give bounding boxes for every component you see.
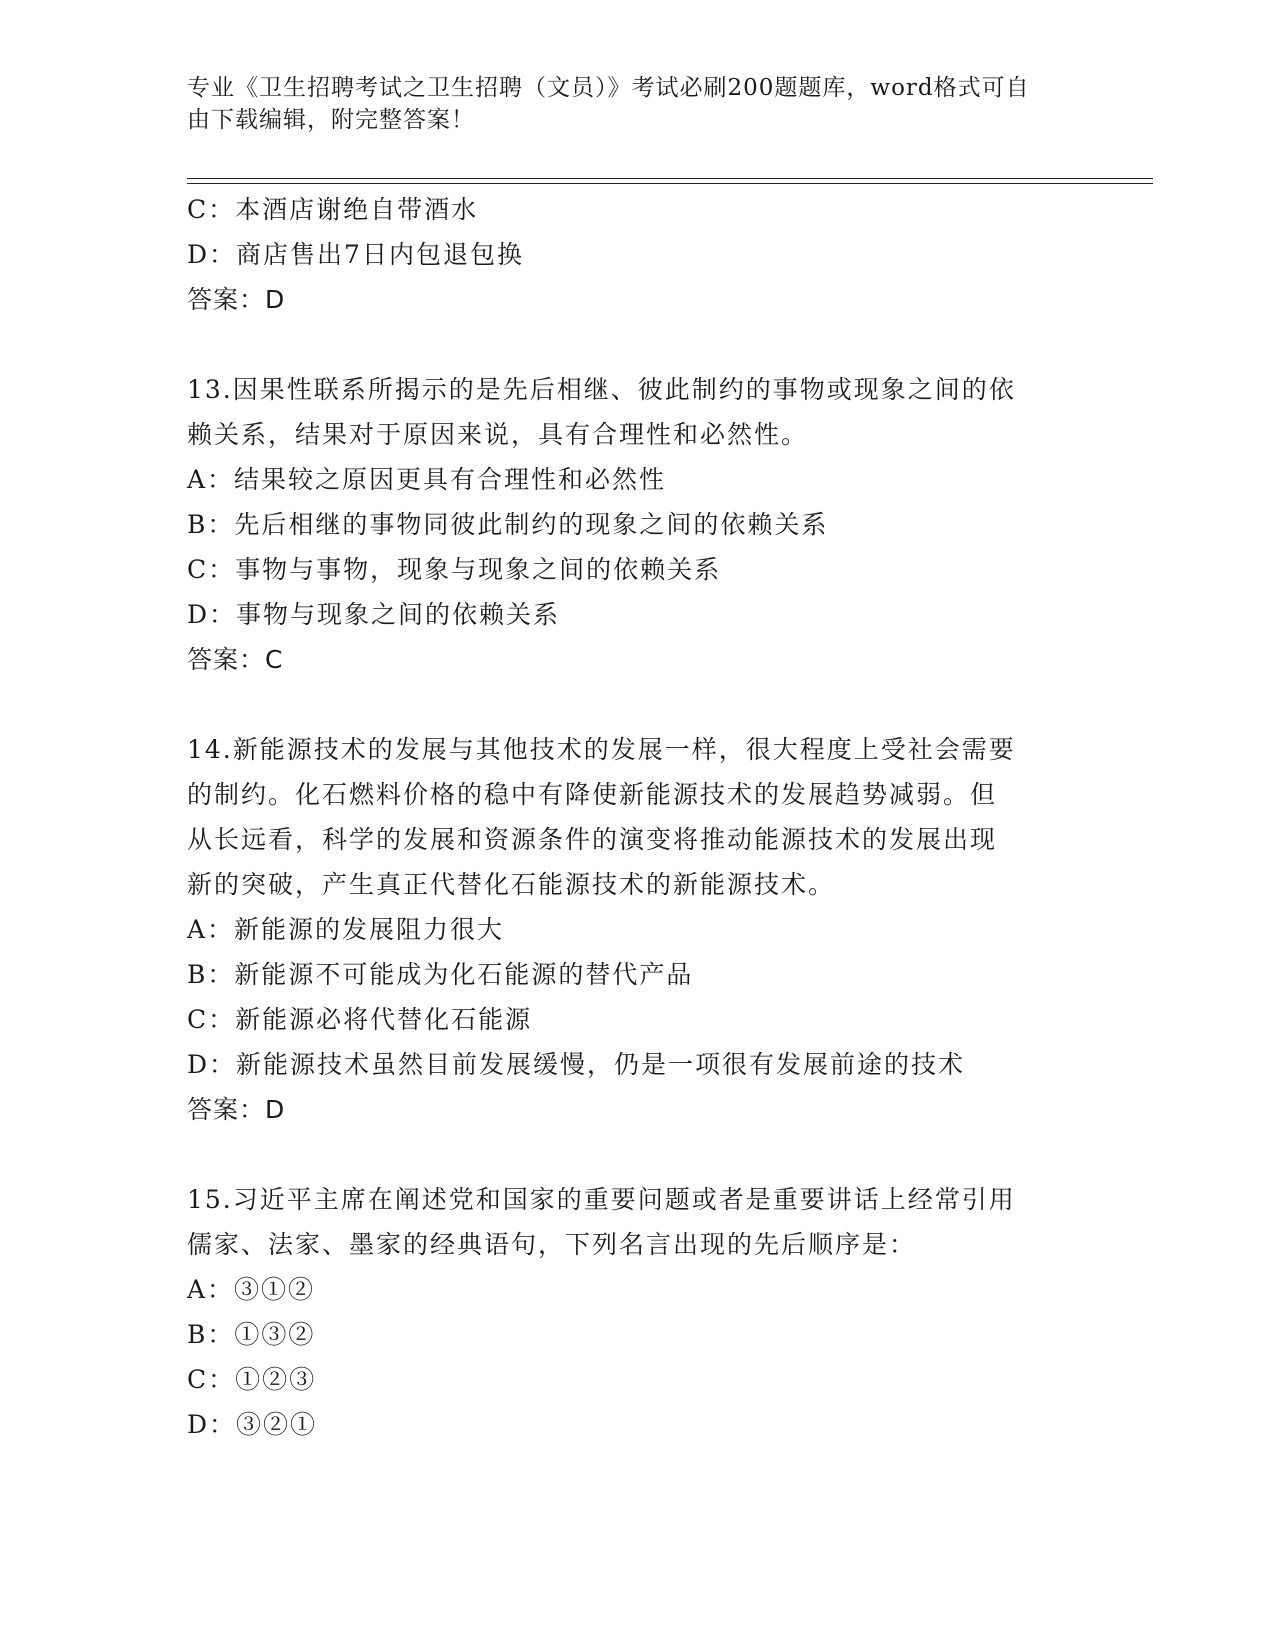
q15-stem-line-2: 儒家、法家、墨家的经典语句，下列名言出现的先后顺序是： [187,1230,917,1259]
q15-option-d: D：③②① [187,1410,318,1439]
header-line-1: 专业《卫生招聘考试之卫生招聘（文员）》考试必刷200题题库，word格式可自 [187,75,1030,101]
q12-option-c: C：本酒店谢绝自带酒水 [187,195,479,224]
q14-option-c: C：新能源必将代替化石能源 [187,1005,533,1034]
q13-stem-line-1: 13.因果性联系所揭示的是先后相继、彼此制约的事物或现象之间的依 [187,375,1016,404]
q12-option-d: D：商店售出7日内包退包换 [187,240,524,269]
q14-option-b: B：新能源不可能成为化石能源的替代产品 [187,960,694,989]
q12-answer: 答案：D [187,285,286,314]
q14-stem-line-3: 从长远看，科学的发展和资源条件的演变将推动能源技术的发展出现 [187,825,998,854]
q15-option-c: C：①②③ [187,1365,317,1394]
q13-stem-line-2: 赖关系，结果对于原因来说，具有合理性和必然性。 [187,420,809,449]
q13-option-d: D：事物与现象之间的依赖关系 [187,600,561,629]
q15-option-b: B：①③② [187,1320,316,1349]
q13-option-b: B：先后相继的事物同彼此制约的现象之间的依赖关系 [187,510,829,539]
q15-option-a: A：③①② [187,1275,316,1304]
document-header [187,72,1087,136]
header-line-2: 由下载编辑，附完整答案！ [187,107,475,133]
q13-answer: 答案：C [187,645,284,674]
q14-stem-line-2: 的制约。化石燃料价格的稳中有降使新能源技术的发展趋势减弱。但 [187,780,998,809]
q14-stem-line-4: 新的突破，产生真正代替化石能源技术的新能源技术。 [187,870,836,899]
header-rule-top [187,178,1153,179]
q14-option-d: D：新能源技术虽然目前发展缓慢，仍是一项很有发展前途的技术 [187,1050,966,1079]
q13-option-a: A：结果较之原因更具有合理性和必然性 [187,465,667,494]
q14-option-a: A：新能源的发展阻力很大 [187,915,505,944]
q14-stem-line-1: 14.新能源技术的发展与其他技术的发展一样，很大程度上受社会需要 [187,735,1016,764]
q13-option-c: C：事物与事物，现象与现象之间的依赖关系 [187,555,722,584]
q14-answer: 答案：D [187,1095,286,1124]
header-rule-bottom [187,183,1153,184]
q15-stem-line-1: 15.习近平主席在阐述党和国家的重要问题或者是重要讲话上经常引用 [187,1185,1016,1214]
